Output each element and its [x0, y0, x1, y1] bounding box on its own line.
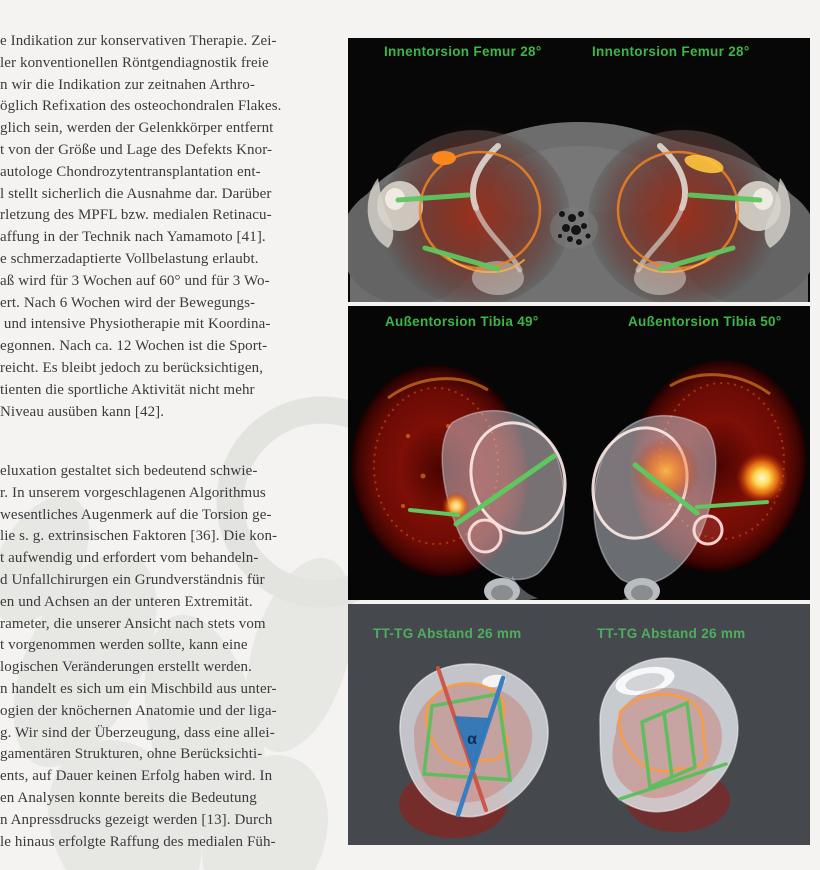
paragraph-line: aß wird für 3 Wochen auf 60° und für 3 Wo- — [0, 272, 270, 289]
paragraph-line: affung in der Technik nach Yamamoto [41]. — [0, 229, 266, 246]
paragraph-line: n handelt es sich um ein Mischbild aus unter- — [0, 680, 277, 697]
paragraph-line: n wir die Indikation zur zeitnahen Arthro- — [0, 76, 255, 93]
paragraph-line: wesentliches Augenmerk auf die Torsion ge- — [0, 506, 272, 523]
paragraph-line: en und Achsen an der unteren Extremität. — [0, 593, 253, 610]
paragraph-line: rletzung des MPFL bzw. medialen Retinacu- — [0, 207, 272, 224]
knee-axial-left — [399, 664, 548, 838]
figure-ct-torsion-measurements — [348, 38, 810, 845]
paragraph-line: lie s. g. extrinsischen Faktoren [36]. Die kon- — [0, 528, 278, 545]
ct-pelvis-image — [348, 38, 810, 302]
paragraph-line: Niveau ausüben kann [42]. — [0, 403, 165, 420]
hotspot-left — [432, 151, 456, 165]
knee-render-right — [576, 349, 810, 600]
paragraph-line: e Indikation zur konservativen Therapie. Zei- — [0, 33, 277, 49]
paragraph-line: autologe Chondrozytentransplantation ent- — [0, 163, 261, 180]
knee-axial-right — [600, 658, 738, 832]
angle-alpha-symbol: α — [467, 731, 477, 748]
paragraph-line: reicht. Es bleibt jedoch zu berücksichtigen, — [0, 359, 264, 376]
paragraph-line: gamentären Strukturen, ohne Berücksichti- — [0, 746, 263, 763]
ct-knee-3d-image — [348, 306, 810, 600]
label-innentorsion-femur-left: Innentorsion Femur 28° — [384, 44, 542, 59]
paragraph-line: tienten die sportliche Aktivität nicht mehr — [0, 381, 255, 398]
paragraph-line: eluxation gestaltet sich bedeutend schwie- — [0, 463, 258, 479]
label-tttg-abstand-right: TT-TG Abstand 26 mm — [597, 626, 746, 641]
paragraph-line: rameter, die unserer Ansicht nach stets vom — [0, 615, 266, 632]
paragraph-line: l stellt sicherlich die Ausnahme dar. Darüber — [0, 185, 272, 202]
body-text-paragraph-2 — [0, 461, 348, 853]
figure-panel-tttg-distance — [348, 604, 810, 845]
paragraph-line: g. Wir sind der Überzeugung, dass eine allei- — [0, 724, 275, 741]
paragraph-line: ogien der knöchernen Anatomie und der liga- — [0, 702, 277, 719]
paragraph-line: logischen Veränderungen erstellt werden. — [0, 659, 252, 676]
paragraph-line: ert. Nach 6 Wochen wird der Bewegungs- — [0, 294, 256, 311]
paragraph-line: t vorgenommen werden sollte, kann eine — [0, 637, 248, 654]
paragraph-line: öglich Refixation des osteochondralen Flakes. — [0, 98, 282, 115]
shaft-tips — [484, 578, 660, 600]
paragraph-line: n Anpressdrucks gezeigt werden [13]. Durch — [0, 811, 273, 828]
figure-panel-tibial-torsion — [348, 306, 810, 600]
knee-render-left — [348, 354, 582, 600]
paragraph-line: ler konventionellen Röntgendiagnostik freie — [0, 54, 269, 71]
label-aussentorsion-tibia-left: Außentorsion Tibia 49° — [385, 314, 539, 329]
paragraph-line: t aufwendig und erfordert vom behandeln- — [0, 550, 259, 567]
paragraph-line: egonnen. Nach ca. 12 Wochen ist die Sport- — [0, 338, 268, 355]
body-text-paragraph-1 — [0, 31, 348, 423]
paragraph-line: t von der Größe und Lage des Defekts Knor- — [0, 141, 273, 158]
label-innentorsion-femur-right: Innentorsion Femur 28° — [592, 44, 750, 59]
paragraph-line: und intensive Physiotherapie mit Koordina- — [0, 316, 271, 333]
paragraph-line: ents, auf Dauer keinen Erfolg haben wird. In — [0, 768, 273, 785]
paragraph-line: en Analysen konnte bereits die Bedeutung — [0, 789, 257, 806]
paragraph-line: le hinaus erfolgte Raffung des medialen Füh- — [0, 833, 276, 850]
central-speckles — [550, 207, 598, 249]
paragraph-line: glich sein, werden der Gelenkkörper entfernt — [0, 120, 274, 137]
label-tttg-abstand-left: TT-TG Abstand 26 mm — [373, 626, 522, 641]
paragraph-line: r. In unserem vorgeschlagenen Algorithmus — [0, 484, 266, 501]
figure-panel-femoral-torsion — [348, 38, 810, 302]
paragraph-line: d Unfallchirurgen ein Grundverständnis für — [0, 571, 265, 588]
paragraph-line: e schmerzadaptierte Vollbelastung erlaubt. — [0, 250, 259, 267]
label-aussentorsion-tibia-right: Außentorsion Tibia 50° — [628, 314, 782, 329]
